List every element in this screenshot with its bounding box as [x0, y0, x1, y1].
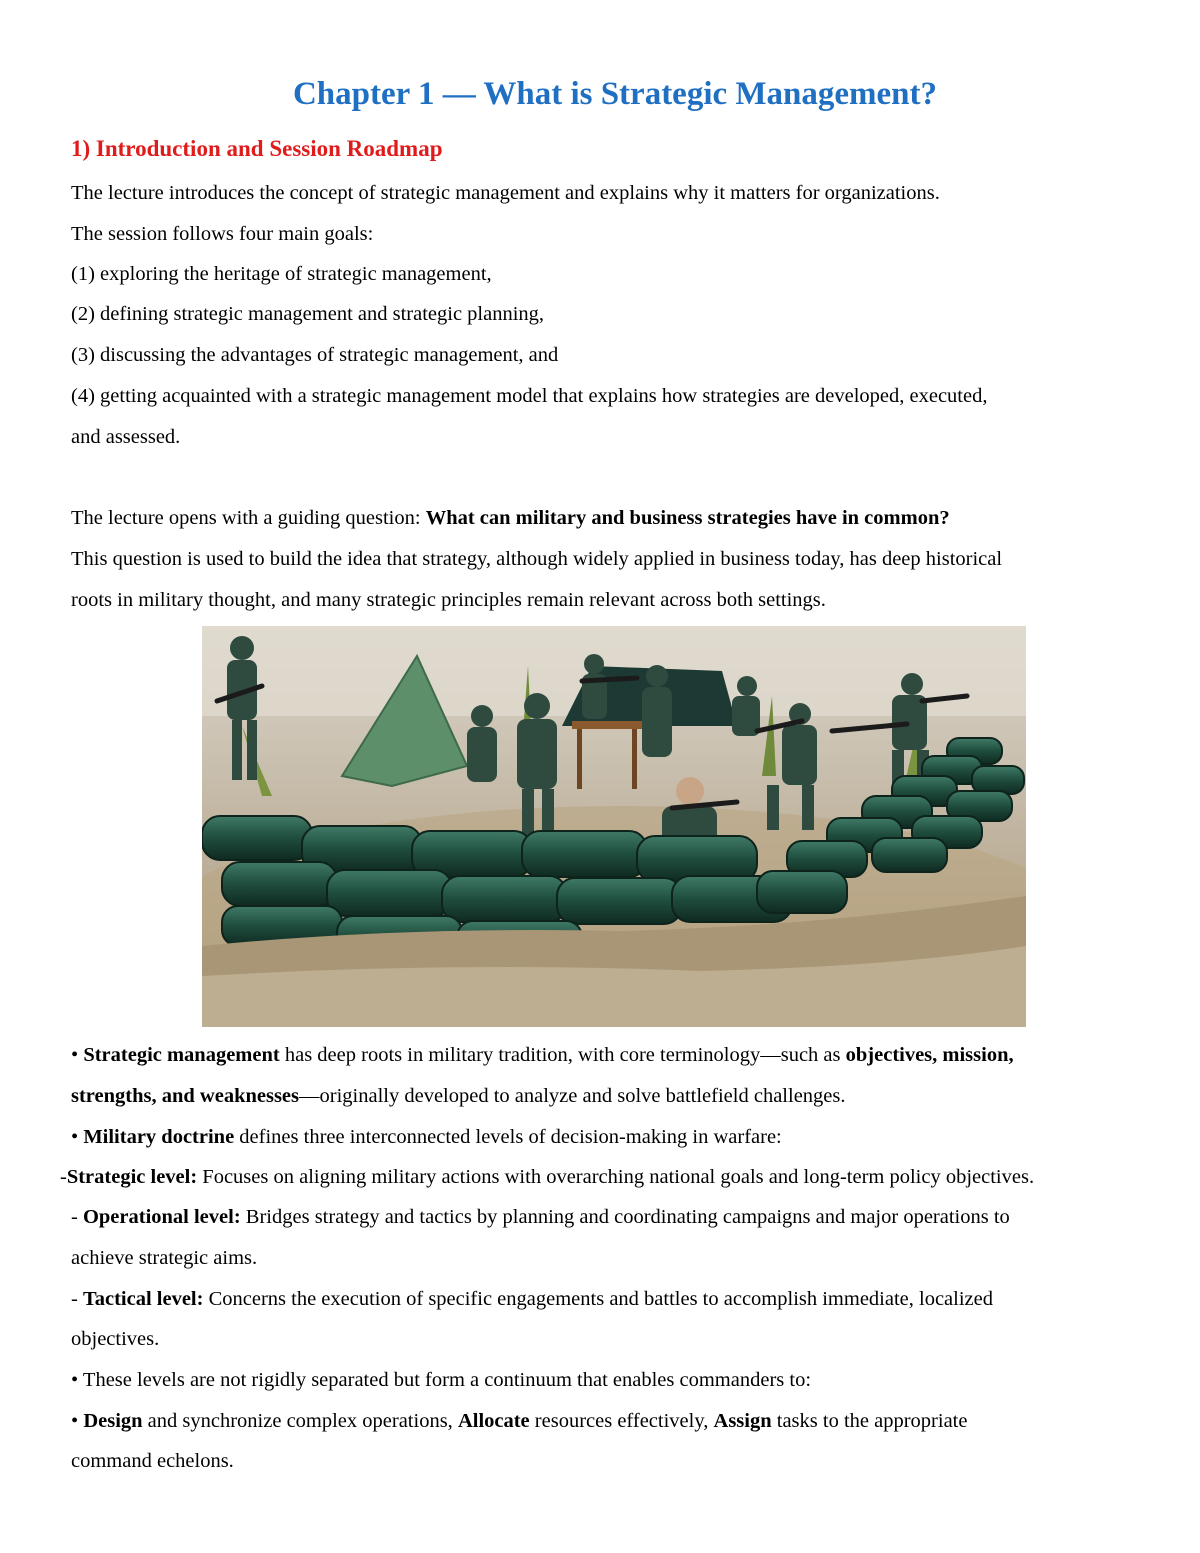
bullet-marker: •	[71, 1044, 84, 1066]
text: Concerns the execution of specific engagements and battles to accomplish immediate, localized	[203, 1288, 993, 1310]
text: resources effectively,	[529, 1410, 714, 1432]
intro-line: The session follows four main goals:	[71, 223, 374, 245]
bullet-strategic-management-continued	[71, 1081, 846, 1111]
goal-item: (4) getting acquainted with a strategic management model that explains how strategies are developed, executed,	[71, 385, 988, 407]
term: Tactical level:	[82, 1288, 204, 1310]
section-heading: 1) Introduction and Session Roadmap	[71, 136, 443, 161]
page-title: Chapter 1 — What is Strategic Management?	[292, 76, 938, 112]
text: has deep roots in military tradition, with core terminology—such as	[279, 1044, 846, 1066]
strategic-level-item	[60, 1162, 1034, 1192]
term: Strategic management	[83, 1044, 280, 1066]
goal-item: (3) discussing the advantages of strategic management, and	[71, 344, 559, 366]
bullet-design-allocate-assign	[71, 1406, 967, 1436]
text: defines three interconnected levels of decision-making in warfare:	[234, 1126, 782, 1148]
text: —originally developed to analyze and solve battlefield challenges.	[299, 1085, 846, 1107]
operational-level-item	[71, 1202, 1010, 1232]
dash-marker: -	[60, 1166, 67, 1188]
operational-level-continued: achieve strategic aims.	[71, 1247, 258, 1269]
goal-item: (2) defining strategic management and strategic planning,	[71, 303, 545, 325]
dash-marker: -	[71, 1288, 83, 1310]
military-diorama-photo	[202, 626, 1026, 1027]
guiding-question: What can military and business strategies have in common?	[425, 507, 950, 529]
goal-item-continued: and assessed.	[71, 426, 181, 448]
term: Assign	[713, 1410, 772, 1432]
text: Focuses on aligning military actions with overarching national goals and long-term policy objectives.	[197, 1166, 1035, 1188]
bullet-marker: •	[71, 1410, 84, 1432]
bullet-marker: •	[71, 1126, 84, 1148]
text: and synchronize complex operations,	[142, 1410, 458, 1432]
text: Bridges strategy and tactics by planning and coordinating campaigns and major operations to	[240, 1206, 1010, 1228]
goal-item: (1) exploring the heritage of strategic management,	[71, 263, 492, 285]
tactical-level-continued: objectives.	[71, 1328, 160, 1350]
question-lead: The lecture opens with a guiding question:	[71, 507, 426, 529]
term: Strategic level:	[66, 1166, 198, 1188]
text: tasks to the appropriate	[771, 1410, 968, 1432]
bullet-design-continued: command echelons.	[71, 1450, 234, 1472]
dash-marker: -	[71, 1206, 83, 1228]
intro-line: The lecture introduces the concept of strategic management and explains why it matters for organizations.	[71, 182, 940, 204]
question-explanation: roots in military thought, and many strategic principles remain relevant across both settings.	[71, 589, 826, 611]
term: Design	[83, 1410, 143, 1432]
term: Military doctrine	[83, 1126, 235, 1148]
bullet-strategic-management	[71, 1040, 1014, 1070]
term: strengths, and weaknesses	[71, 1085, 300, 1107]
bullet-continuum: • These levels are not rigidly separated but form a continuum that enables commanders to:	[71, 1369, 812, 1391]
bullet-military-doctrine	[71, 1122, 782, 1152]
guiding-question-line	[71, 503, 950, 533]
term: Allocate	[457, 1410, 530, 1432]
term: objectives, mission,	[845, 1044, 1014, 1066]
question-explanation: This question is used to build the idea that strategy, although widely applied in business today, has deep historical	[71, 548, 1003, 570]
term: Operational level:	[82, 1206, 241, 1228]
tactical-level-item	[71, 1284, 993, 1314]
